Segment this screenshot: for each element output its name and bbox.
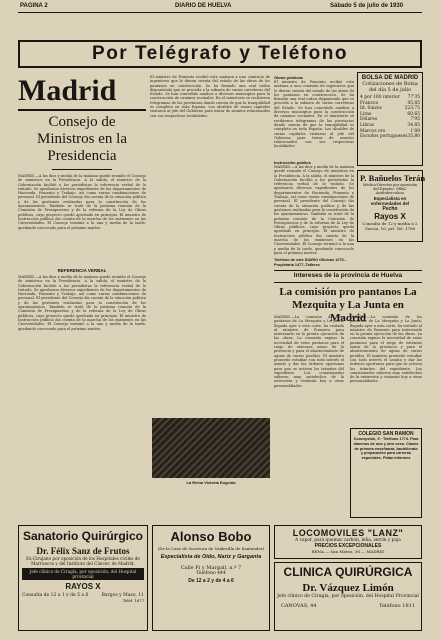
province-text-1: MADRID.—La comisión de los pantanos de La Mezquita y La Junta, llegada ayer a esta corte, ha visitado al ministro de Fomento para interesarle en la pronta ejecución de las obras. La comisión expuso la necesidad de estos pantanos para el riego de extensas zonas de la provincia y para el abastecimiento de aguas de varios pueblos. El ministro prometió estudiar con todo interés el asunto y dar las órdenes oportunas para que se activen los trámites del expediente. Los comisionados salieron muy satisfechos de la entrevista y visitarán hoy a otras personalidades. bbox=[274, 315, 344, 388]
sanatorio-doctor: Dr. Félix Sanz de Frutos bbox=[36, 546, 130, 556]
dateline-rule bbox=[18, 109, 146, 111]
page-number: PAGINA 2 bbox=[20, 3, 48, 9]
stock-value: 60,65 bbox=[407, 111, 420, 117]
banuelos-line2: Especialista en enfermedades del bbox=[370, 196, 410, 206]
locomoviles-line1: A vapor, para quemar carbón, leña, serrín y paja bbox=[295, 538, 401, 543]
sanatorio-address: Burgos y Maso, 11 bbox=[101, 593, 144, 598]
header-date: Sábado 5 de julio de 1930 bbox=[330, 3, 404, 9]
sanatorio-line1: Ex-Cirujano por oposición de los Hospitales civiles de Marruecos y del Instituto del Cáncer, de Madrid. bbox=[26, 556, 140, 566]
masthead-name: DIARIO DE HUELVA bbox=[175, 3, 232, 9]
main-body-2: MADRID.—A las diez y media de la mañana quedó reunido el Consejo de ministros en la Presidencia. A la salida, el ministro de la Gobernación facilitó a los periodistas la referencia verbal de lo tratado. Se aprobaron diversos expedientes de los departamentos de Hacienda, Fomento y Trabajo, así como varias combinaciones de personal. El presidente del Consejo dio cuenta de la situación política y de las gestiones realizadas para la constitución de los ayuntamientos. También se trató de la próxima reunión de la Comisión de Presupuestos y de la reforma de la Ley de Obras públicas, cuyo proyecto quedó aprobado en principio. El ministro de Instrucción pública dio cuenta de la marcha de los exámenes en las Universidades. El Consejo terminó a la una y media de la tarde, quedando convocado para el próximo martes. bbox=[18, 275, 146, 331]
sanatorio-line2: Jefe clínico de Cirugía, por oposición, del Hospital provincial bbox=[22, 568, 144, 580]
stock-value: 34,85 bbox=[407, 122, 420, 128]
stock-label: Id. Suizos bbox=[360, 106, 382, 112]
stock-value: 35,80 bbox=[407, 134, 420, 140]
headline-rule bbox=[52, 169, 112, 170]
stock-label: Libras bbox=[360, 122, 375, 128]
sanatorio-title: Sanatorio Quirúrgico bbox=[22, 529, 143, 543]
banuelos-line3: Pecho bbox=[382, 206, 398, 212]
stock-value: 7'95 bbox=[410, 117, 420, 123]
alonso-line1: (De la Casa de Sucesora de Vaidecilla de Santander) bbox=[157, 546, 265, 551]
province-body-left bbox=[274, 315, 344, 525]
sanatorio-hours: Consulta de 12 a 1 y de 5 a 6 bbox=[22, 593, 89, 598]
province-headline: La comisión pro pantanos La Mezquita y La Junta en Madrid bbox=[279, 286, 417, 324]
stock-value: 223,75 bbox=[404, 106, 420, 112]
banuelos-name: P. Bañuelos Terán bbox=[360, 173, 426, 183]
middle-body: El ministro de Fomento recibió esta mañana a una comisión de ingenieros que le dieron cuenta del estado de las obras de los pantanos en construcción. Se ha firmado una real orden disponiendo que se proceda a la subasta de varias carreteras del Estado. Se han concedido auxilios a diversos municipios para la construcción de caminos vecinales. En el ministerio se recibieron telegramas de las provincias dando cuenta de que la tranquilidad es completa en toda España. Los alcaldes de varias capitales visitaron al jefe del Gobierno para tratar de asuntos relacionados con sus respectivas localidades. bbox=[150, 75, 270, 118]
banuelos-rays: Rayos X bbox=[374, 212, 406, 221]
ad-colegio bbox=[350, 428, 422, 518]
header-rule bbox=[18, 12, 422, 13]
stock-label: Francos bbox=[360, 100, 378, 106]
stock-value: 77'35 bbox=[407, 95, 420, 100]
main-headline: Consejo de Ministros en la Presidencia bbox=[37, 114, 127, 164]
province-rule-mid bbox=[274, 282, 422, 283]
clinica-title: CLINICA QUIRÚRGICA bbox=[283, 565, 413, 579]
stock-row bbox=[360, 134, 420, 140]
clinica-phone: Teléfono 1811 bbox=[379, 602, 415, 609]
province-kicker: Intereses de la provincia de Huelva bbox=[293, 272, 403, 279]
stock-title: BOLSA DE MADRID bbox=[361, 75, 419, 81]
locomoviles-line2: PRECIOS EXCEPCIONALES bbox=[314, 543, 382, 549]
ad-alonso bbox=[152, 525, 270, 631]
stock-table bbox=[360, 95, 420, 140]
ad-banuelos bbox=[357, 170, 426, 242]
colegio-lines: Concepción, 9 · Teléfono 1774. Para alumnos de uno y otro sexo. Clases de primera enseñanza, bachillerato y preparación para carreras especiales. Pídan informes bbox=[353, 437, 419, 461]
stock-label: Marcos oro bbox=[360, 128, 386, 134]
banuelos-address: Garcia, 16, prl. Tel. 1760 bbox=[364, 226, 416, 231]
alonso-address: Calle Pi y Margall, n.º 7 bbox=[180, 565, 242, 571]
stock-label: Liras bbox=[360, 111, 372, 117]
stock-subtitle: Cotizaciones de Bolsa del día 5 de julio bbox=[362, 81, 418, 93]
ad-locomoviles bbox=[274, 525, 422, 559]
third-article bbox=[274, 75, 354, 255]
alonso-line2: Especialista de Oído, Nariz y Garganta bbox=[160, 554, 262, 560]
third-body-2: MADRID.—A las diez y media de la mañana quedó reunido el Consejo de ministros en la Presidencia. A la salida, el ministro de la Gobernación facilitó a los periodistas la referencia verbal de lo tratado. Se aprobaron diversos expedientes de los departamentos de Hacienda, Fomento y Trabajo, así como varias combinaciones de personal. El presidente del Consejo dio cuenta de la situación política y de las gestiones realizadas para la constitución de los ayuntamientos. También se trató de la próxima reunión de la Comisión de Presupuestos y de la reforma de la Ley de Obras públicas, cuyo proyecto quedó aprobado en principio. El ministro de Instrucción pública dio cuenta de la marcha de los exámenes en las Universidades. El Consejo terminó a la una y media de la tarde, quedando convocado para el próximo martes. bbox=[274, 165, 354, 255]
stock-value: 45,85 bbox=[407, 100, 420, 106]
colegio-title: COLEGIO SAN RAMON bbox=[358, 431, 414, 437]
queen-photo bbox=[152, 418, 270, 478]
banuelos-hours: Consulta de 12 y media a 2 bbox=[362, 221, 418, 226]
locomoviles-line3: RENA — San Mateo, 36 — MADRID bbox=[311, 549, 385, 554]
stock-box bbox=[357, 72, 423, 166]
sanatorio-phone: Teléf. 1677 bbox=[122, 598, 144, 603]
main-article bbox=[18, 75, 146, 495]
subhead-instruccion: Instrucción pública bbox=[274, 160, 311, 165]
ad-clinica bbox=[274, 562, 422, 631]
ad-sanatorio bbox=[18, 525, 148, 631]
stock-label: 4 por 100 interior bbox=[360, 95, 400, 100]
alonso-title: Alonso Bobo bbox=[170, 529, 252, 544]
alonso-hours: De 12 a 2 y de 4 a 6 bbox=[188, 578, 234, 584]
dateline: Madrid bbox=[18, 74, 117, 107]
stock-label: Dólares bbox=[360, 117, 378, 123]
province-body-right bbox=[350, 315, 422, 425]
province-rule-top bbox=[274, 270, 422, 271]
province-text-2: MADRID.—La comisión de los pantanos de La Mezquita y La Junta, llegada ayer a esta corte, ha visitado al ministro de Fomento para interesarle en la pronta ejecución de las obras. La comisión expuso la necesidad de estos pantanos para el riego de extensas zonas de la provincia y para el abastecimiento de aguas de varios pueblos. El ministro prometió estudiar con todo interés el asunto y dar las órdenes oportunas para que se activen los trámites del expediente. Los comisionados salieron muy satisfechos de la entrevista y visitarán hoy a otras personalidades. bbox=[350, 315, 422, 384]
main-subhead: REFERENCIA VERBAL bbox=[57, 268, 107, 273]
clinica-address: CANOVAS, 44 bbox=[281, 602, 317, 609]
phone-note: Teléfono de este DIARIO Oficinas 1270.-Propietaria 1477.-Talleres bbox=[274, 258, 346, 267]
sanatorio-rays: RAYOS X bbox=[65, 582, 101, 591]
page-header bbox=[0, 0, 442, 12]
stock-label: Escudos portugueses bbox=[360, 134, 408, 140]
middle-article bbox=[150, 75, 270, 415]
stock-value: 1'89 bbox=[410, 128, 420, 134]
banuelos-line1: Médico-Director por oposición del Dpsario. Ofltal. Antituberculoso bbox=[362, 183, 418, 195]
main-body-1: MADRID.—A las diez y media de la mañana quedó reunido el Consejo de ministros en la Presidencia. A la salida, el ministro de la Gobernación facilitó a los periodistas la referencia verbal de lo tratado. Se aprobaron diversos expedientes de los departamentos de Hacienda, Fomento y Trabajo, así como varias combinaciones de personal. El presidente del Consejo dio cuenta de la situación política y de las gestiones realizadas para la constitución de los ayuntamientos. También se trató de la próxima reunión de la Comisión de Presupuestos y de la reforma de la Ley de Obras públicas, cuyo proyecto quedó aprobado en principio. El ministro de Instrucción pública dio cuenta de la marcha de los exámenes en las Universidades. El Consejo terminó a la una y media de la tarde, quedando convocado para el próximo martes. bbox=[18, 174, 146, 230]
section-banner: Por Telégrafo y Teléfono bbox=[18, 40, 422, 68]
third-body-1: El ministro de Fomento recibió esta mañana a una comisión de ingenieros que le dieron cuenta del estado de las obras de los pantanos en construcción. Se ha firmado una real orden disponiendo que se proceda a la subasta de varias carreteras del Estado. Se han concedido auxilios a diversos municipios para la construcción de caminos vecinales. En el ministerio se recibieron telegramas de las provincias dando cuenta de que la tranquilidad es completa en toda España. Los alcaldes de varias capitales visitaron al jefe del Gobierno para tratar de asuntos relacionados con sus respectivas localidades. bbox=[274, 80, 354, 149]
photo-caption: La Reina Victoria Eugenia bbox=[186, 480, 236, 485]
locomoviles-title: LOCOMOVILES "LANZ" bbox=[292, 528, 404, 538]
clinica-footer bbox=[277, 603, 419, 609]
subhead-obras: Obras públicas bbox=[274, 75, 303, 80]
alonso-phone: Teléfono 444 bbox=[196, 571, 226, 576]
clinica-doctor: Dr. Vázquez Limón bbox=[302, 582, 394, 594]
clinica-line1: Jefe clínico de Cirugía, por oposición, del Hospital Provincial bbox=[277, 594, 419, 599]
